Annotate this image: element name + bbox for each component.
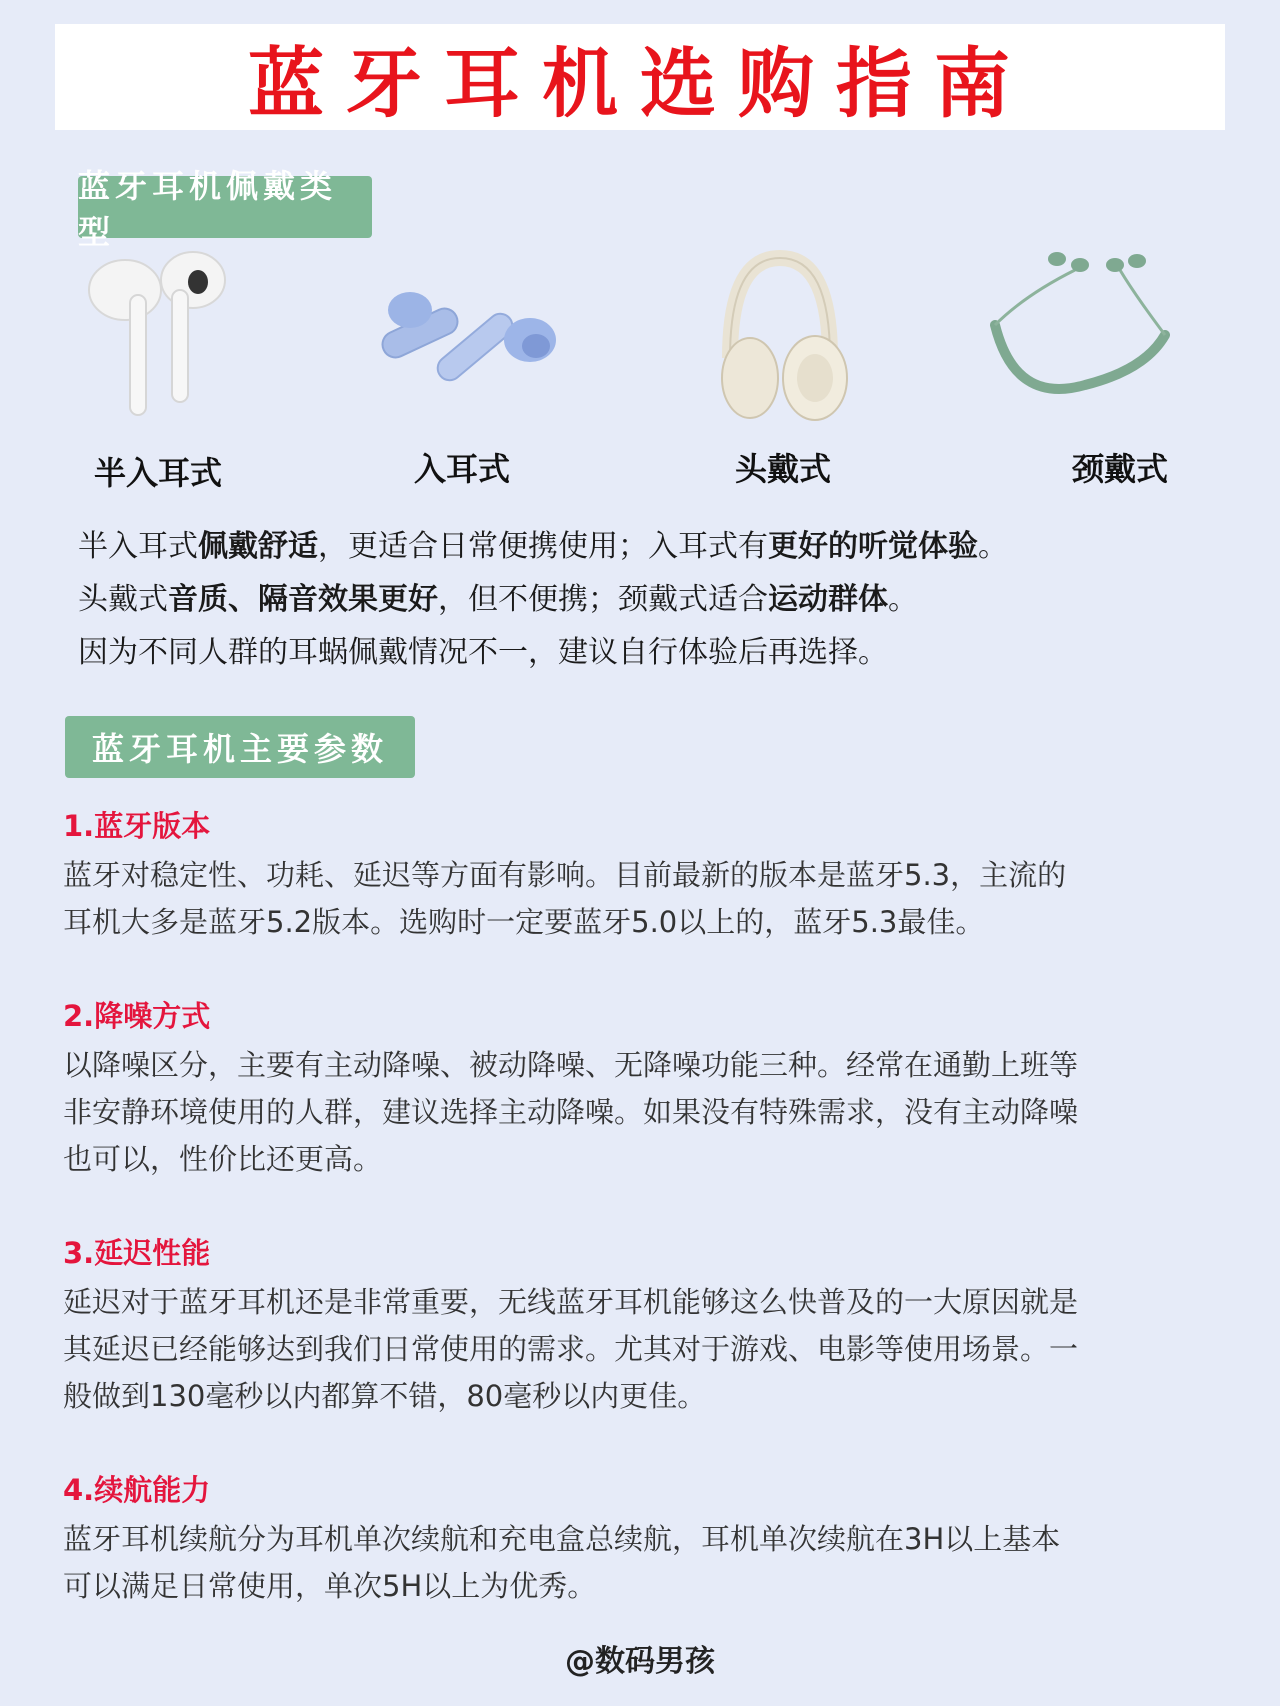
product-semi-in-ear (80, 240, 240, 430)
product-in-ear (370, 280, 570, 400)
intro-line (78, 520, 1238, 573)
neckband-earphones-icon (985, 245, 1185, 405)
param-noise-cancelling (63, 996, 1223, 1183)
product-neckband (985, 245, 1185, 405)
page-title: 蓝牙耳机选购指南 (248, 38, 1032, 128)
param-line: 耳机大多是蓝牙5.2版本。选购时一定要蓝牙5.0以上的，蓝牙5.3最佳。 (63, 905, 985, 939)
intro-text: ，更适合日常便携使用；入耳式有 (318, 529, 768, 564)
intro-text: 头戴式 (78, 582, 168, 617)
wearing-types-intro (78, 520, 1238, 679)
over-ear-headphones-icon (710, 248, 850, 428)
param-heading: 4.续航能力 (63, 1473, 211, 1507)
intro-text: 。 (978, 529, 1008, 564)
semi-in-ear-earbuds-icon (80, 240, 240, 430)
param-heading: 2.降噪方式 (63, 999, 211, 1033)
param-line: 蓝牙耳机续航分为耳机单次续航和充电盒总续航，耳机单次续航在3H以上基本 (63, 1522, 1061, 1556)
param-line: 非安静环境使用的人群，建议选择主动降噪。如果没有特殊需求，没有主动降噪 (63, 1095, 1079, 1129)
section-tag-wearing-types: 蓝牙耳机佩戴类型 (78, 176, 372, 238)
product-label-semi-in-ear: 半入耳式 (93, 454, 222, 492)
param-line: 以降噪区分，主要有主动降噪、被动降噪、无降噪功能三种。经常在通勤上班等 (63, 1048, 1079, 1082)
product-label-neckband: 颈戴式 (1071, 450, 1168, 488)
intro-bold: 运动群体 (768, 582, 888, 617)
intro-line (78, 626, 1238, 679)
param-latency (63, 1233, 1223, 1420)
param-heading: 3.延迟性能 (63, 1236, 211, 1270)
param-line: 蓝牙对稳定性、功耗、延迟等方面有影响。目前最新的版本是蓝牙5.3，主流的 (63, 858, 1067, 892)
section-tag-main-params: 蓝牙耳机主要参数 (65, 716, 415, 778)
product-over-ear (710, 248, 850, 428)
param-line: 可以满足日常使用，单次5H以上为优秀。 (63, 1569, 597, 1603)
product-label-over-ear: 头戴式 (734, 450, 831, 488)
intro-text: ，但不便携；颈戴式适合 (438, 582, 768, 617)
intro-bold: 音质、隔音效果更好 (168, 582, 438, 617)
param-battery-life (63, 1470, 1223, 1610)
param-line: 也可以，性价比还更高。 (63, 1142, 383, 1176)
product-label-in-ear: 入耳式 (413, 450, 510, 488)
param-line: 其延迟已经能够达到我们日常使用的需求。尤其对于游戏、电影等使用场景。一 (63, 1332, 1079, 1366)
param-line: 般做到130毫秒以内都算不错，80毫秒以内更佳。 (63, 1379, 707, 1413)
author-handle: @数码男孩 (565, 1644, 715, 1679)
in-ear-earbuds-icon (370, 280, 570, 400)
param-line: 延迟对于蓝牙耳机还是非常重要，无线蓝牙耳机能够这么快普及的一大原因就是 (63, 1285, 1079, 1319)
intro-text: 。 (888, 582, 918, 617)
intro-text: 半入耳式 (78, 529, 198, 564)
param-heading: 1.蓝牙版本 (63, 809, 211, 843)
intro-text: 因为不同人群的耳蜗佩戴情况不一，建议自行体验后再选择。 (78, 635, 888, 670)
intro-bold: 佩戴舒适 (198, 529, 318, 564)
param-bluetooth-version (63, 806, 1223, 946)
title-banner (55, 24, 1225, 130)
intro-line (78, 573, 1238, 626)
intro-bold: 更好的听觉体验 (768, 529, 978, 564)
